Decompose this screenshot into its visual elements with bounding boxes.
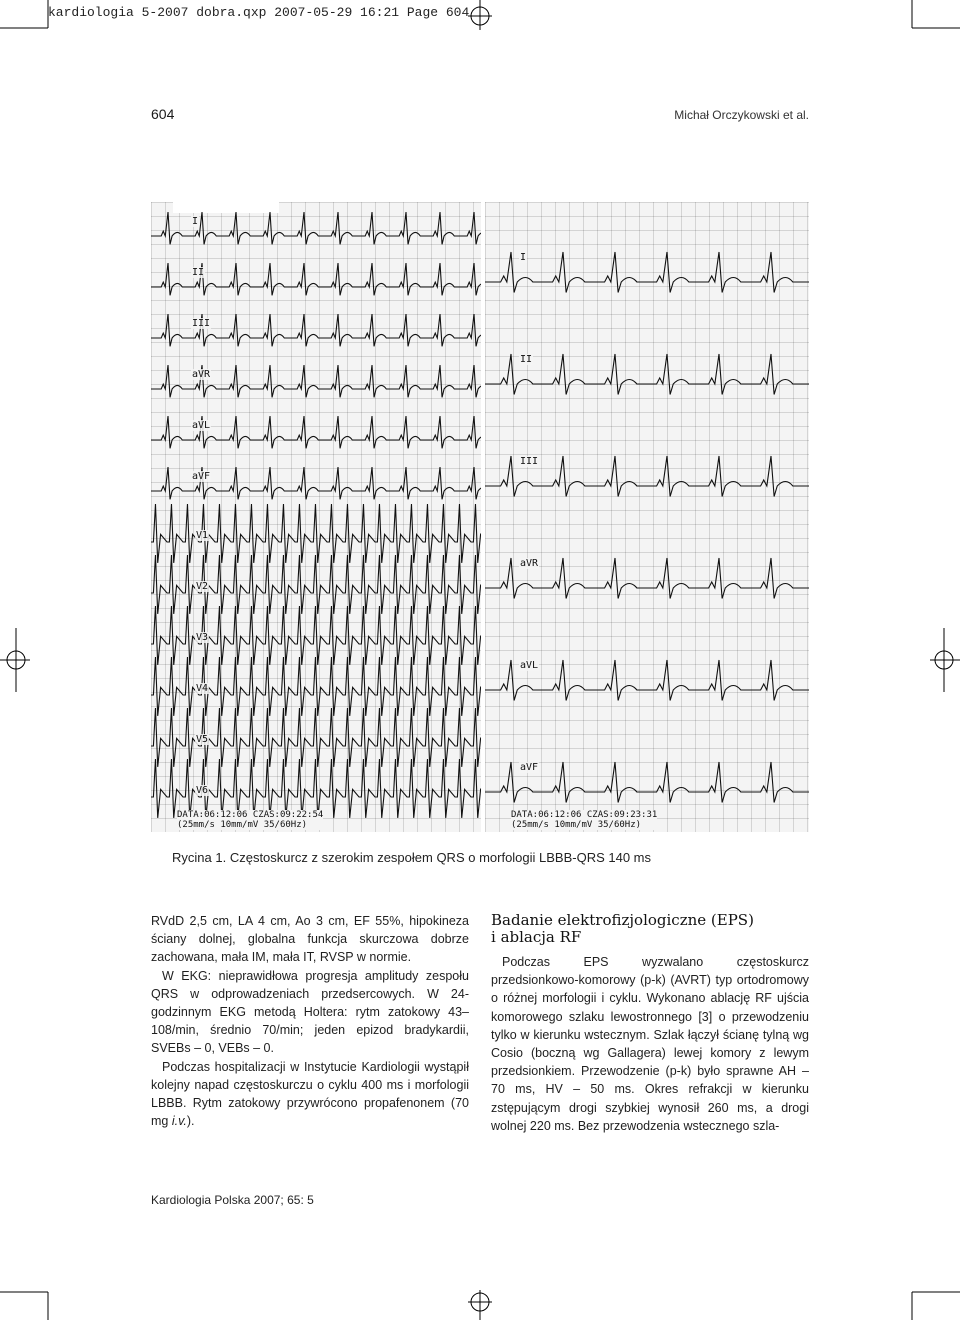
- paragraph-echo: RVdD 2,5 cm, LA 4 cm, Ao 3 cm, EF 55%, hipokineza ściany dolnej, globalna funkcja skurczowa dobrze zachowana, mała IM, mała IT, RVSP w normie.: [151, 914, 469, 965]
- paragraph-hospitalization-route: i.v.: [171, 1114, 187, 1129]
- ecg-footer-left-line2: (25mm/s 10mm/mV 35/60Hz): [177, 820, 308, 830]
- lead-label-left-v6: V6: [196, 785, 209, 796]
- lead-label-right-avf: aVF: [520, 762, 539, 773]
- lead-label-left-avr: aVR: [192, 369, 211, 380]
- lead-label-left-iii: III: [192, 318, 211, 329]
- lead-label-left-avf: aVF: [192, 471, 211, 482]
- figure-caption-text: Częstoskurcz z szerokim zespołem QRS o morfologii LBBB-QRS 140 ms: [229, 850, 652, 865]
- paragraph-ekg: W EKG: nieprawidłowa progresja amplitudy zespołu QRS w odprowadzeniach przedsercowych. W 24-godzinnym EKG metodą Holtera: rytm zatokowy 43–108/min, średnio 70/min; jeden epizod bradykardii, SVEBs – 0, VEBs – 0.: [151, 968, 469, 1056]
- journal-citation: Kardiologia Polska 2007; 65: 5: [151, 1193, 314, 1207]
- lead-label-left-i: I: [192, 216, 199, 227]
- ecg-trace-right-ii: [485, 354, 809, 395]
- running-authors: Michał Orczykowski et al.: [674, 108, 809, 122]
- paragraph-hospitalization: [151, 1058, 469, 1131]
- ecg-footer-left: [177, 810, 323, 830]
- section-heading-line2: i ablacja RF: [491, 928, 582, 946]
- text-column-left: [151, 912, 469, 1130]
- section-heading: [491, 912, 809, 946]
- lead-label-right-ii: II: [520, 354, 533, 365]
- print-slug: kardiologia 5-2007 dobra.qxp 2007-05-29 16:21 Page 604: [48, 5, 470, 20]
- page-number: 604: [151, 106, 175, 122]
- ecg-footer-right: [511, 810, 657, 830]
- ecg-traces-right: [485, 202, 809, 832]
- figure-caption: [172, 850, 651, 865]
- lead-label-right-avr: aVR: [520, 558, 539, 569]
- lead-label-left-avl: aVL: [192, 420, 211, 431]
- figure-caption-label: Rycina 1.: [172, 850, 227, 865]
- paragraph-eps: Podczas EPS wyzwalano częstoskurcz przedsionkowo-komorowy (p-k) (AVRT) typ ortodromowy o różnej morfologii i cyklu. Wykonano ablację RF ujścia komorowego szlaku lewostronnego [3] o przewodzeniu tylko w kierunku wstecznym. Szlak łączył ścianę tylną wg Cosio (boczną wg Gallagera) lewej komory z lewym przedsionkiem. Przewodzenie (p-k) było sprawne AH – 70 ms, HV – 50 ms. Okres refrakcji w kierunku zstępującym drogi szybkiej wynosił 260 ms, a drogi wolnej 220 ms. Bez przewodzenia wstecznego szla-: [491, 955, 809, 1133]
- lead-label-left-v2: V2: [196, 581, 209, 592]
- ecg-footer-right-line1: DATA:06:12:06 CZAS:09:23:31: [511, 810, 658, 820]
- ecg-footer-left-line1: DATA:06:12:06 CZAS:09:22:54: [177, 810, 324, 820]
- lead-label-right-avl: aVL: [520, 660, 539, 671]
- lead-label-right-i: I: [520, 252, 527, 263]
- lead-label-left-v5: V5: [196, 734, 209, 745]
- paragraph-hospitalization-a: Podczas hospitalizacji w Instytucie Kardiologii wystąpił kolejny napad częstoskurczu o cyklu 400 ms i morfologii LBBB. Rytm zatokowy przywrócono propafenonem (70 mg: [151, 1059, 469, 1129]
- ecg-trace-right-i: [485, 252, 809, 293]
- ecg-trace-left-i: [151, 212, 481, 244]
- lead-label-right-iii: III: [520, 456, 539, 467]
- ecg-panel-right: [485, 202, 809, 832]
- text-column-right: [491, 912, 809, 1135]
- lead-label-left-ii: II: [192, 267, 205, 278]
- lead-label-left-v1: V1: [196, 530, 209, 541]
- paragraph-hospitalization-b: ).: [186, 1114, 195, 1129]
- ecg-panel-left: [151, 202, 481, 832]
- lead-label-left-v3: V3: [196, 632, 209, 643]
- lead-label-left-v4: V4: [196, 683, 209, 694]
- ecg-footer-right-line2: (25mm/s 10mm/mV 35/60Hz): [511, 820, 642, 830]
- section-heading-line1: Badanie elektrofizjologiczne (EPS): [491, 911, 754, 929]
